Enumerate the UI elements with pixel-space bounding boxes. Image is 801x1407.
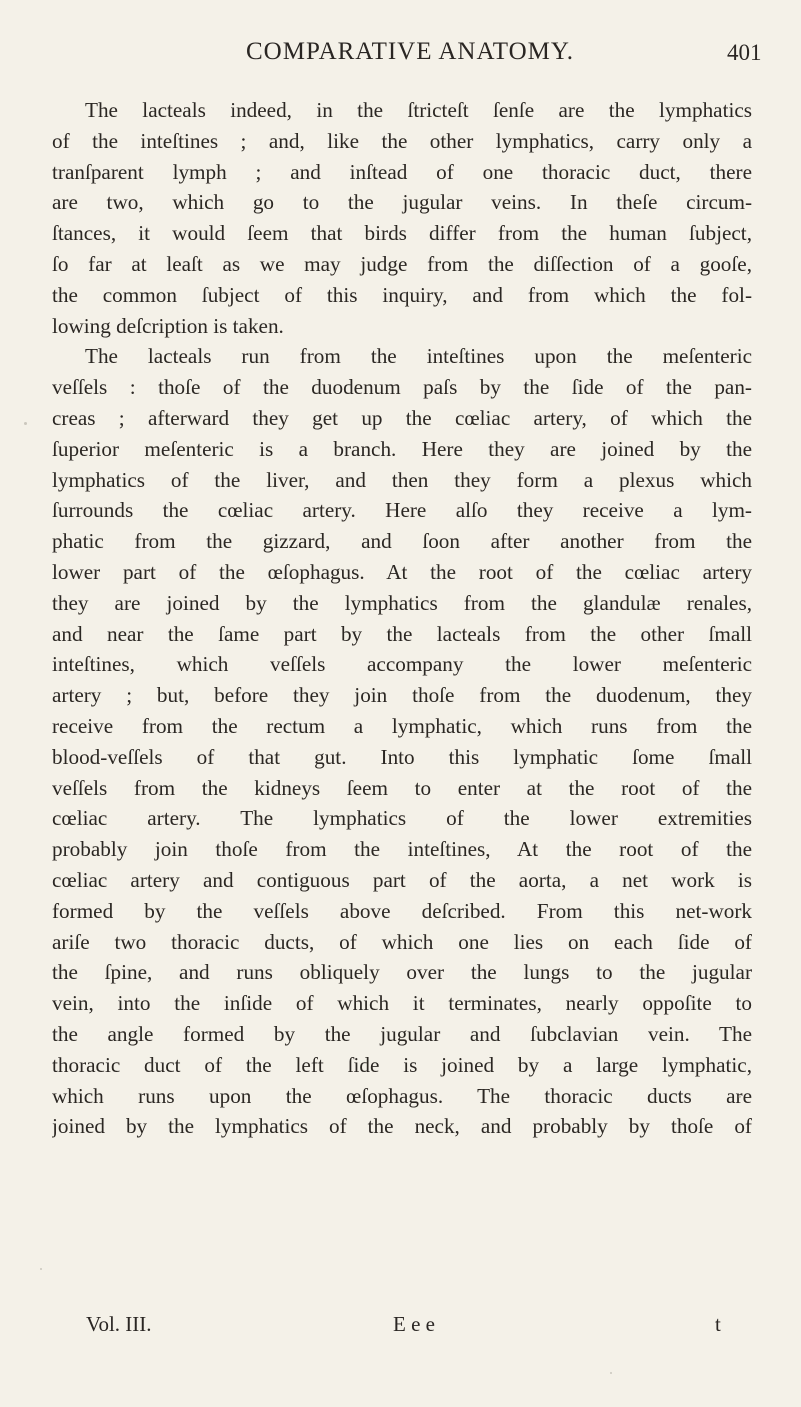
text-line: artery ; but, before they join thoſe from the duodenum, they xyxy=(52,683,752,708)
text-line: thoracic duct of the left ſide is joined by a large lymphatic, xyxy=(52,1052,752,1077)
text-line: tranſparent lymph ; and inſtead of one thoracic duct, there xyxy=(52,159,752,184)
text-line: are two, which go to the jugular veins. In theſe circum- xyxy=(52,190,752,215)
text-line: ſurrounds the cœliac artery. Here alſo they receive a lym- xyxy=(52,498,752,523)
text-line: inteſtines, which veſſels accompany the lower meſenteric xyxy=(52,652,752,677)
body-text xyxy=(52,95,752,1142)
catchword: t xyxy=(715,1312,721,1336)
text-line: lower part of the œſophagus. At the root of the cœliac artery xyxy=(52,559,752,584)
text-line: receive from the rectum a lymphatic, which runs from the xyxy=(52,713,752,738)
signature-mark: E e e xyxy=(393,1312,435,1336)
text-line: The lacteals run from the inteſtines upon the meſenteric xyxy=(85,344,752,369)
text-line: of the inteſtines ; and, like the other lymphatics, carry only a xyxy=(52,128,752,153)
text-line: ariſe two thoracic ducts, of which one lies on each ſide of xyxy=(52,929,752,954)
volume-label: Vol. III. xyxy=(86,1312,152,1336)
text-line: the angle formed by the jugular and ſubclavian vein. The xyxy=(52,1021,752,1046)
page-footer xyxy=(0,1312,801,1342)
text-line: lymphatics of the liver, and then they form a plexus which xyxy=(52,467,752,492)
text-line: they are joined by the lymphatics from the glandulæ renales, xyxy=(52,590,752,615)
text-line: blood-veſſels of that gut. Into this lymphatic ſome ſmall xyxy=(52,744,752,769)
text-line: The lacteals indeed, in the ſtricteſt ſenſe are the lymphatics xyxy=(85,98,752,122)
running-title: COMPARATIVE ANATOMY. xyxy=(246,38,574,65)
paper-speck xyxy=(738,1095,741,1098)
text-line: formed by the veſſels above deſcribed. From this net-work xyxy=(52,898,752,923)
running-head xyxy=(0,38,801,78)
text-line: ſo far at leaſt as we may judge from the diſſection of a gooſe, xyxy=(52,251,752,276)
paper-speck xyxy=(24,422,27,425)
page-number: 401 xyxy=(727,40,762,65)
text-line: ſuperior meſenteric is a branch. Here they are joined by the xyxy=(52,436,752,461)
text-line: vein, into the inſide of which it terminates, nearly oppoſite to xyxy=(52,991,752,1016)
text-line: cœliac artery. The lymphatics of the lower extremities xyxy=(52,806,752,831)
text-line: joined by the lymphatics of the neck, and probably by thoſe of xyxy=(52,1114,752,1139)
text-line: ſtances, it would ſeem that birds differ from the human ſubject, xyxy=(52,221,752,246)
text-line: which runs upon the œſophagus. The thoracic ducts are xyxy=(52,1083,752,1108)
paper-speck xyxy=(610,1372,612,1374)
text-line: veſſels : thoſe of the duodenum paſs by the ſide of the pan- xyxy=(52,375,752,400)
text-line: probably join thoſe from the inteſtines, At the root of the xyxy=(52,837,752,862)
paper-speck xyxy=(40,1268,42,1270)
text-line: the ſpine, and runs obliquely over the lungs to the jugular xyxy=(52,960,752,985)
text-line: lowing deſcription is taken. xyxy=(52,313,284,338)
text-line: phatic from the gizzard, and ſoon after another from the xyxy=(52,529,752,554)
text-line: the common ſubject of this inquiry, and from which the fol- xyxy=(52,282,752,307)
text-line: and near the ſame part by the lacteals from the other ſmall xyxy=(52,621,752,646)
text-line: veſſels from the kidneys ſeem to enter at the root of the xyxy=(52,775,752,800)
text-line: cœliac artery and contiguous part of the aorta, a net work is xyxy=(52,867,752,892)
text-line: creas ; afterward they get up the cœliac artery, of which the xyxy=(52,405,752,430)
